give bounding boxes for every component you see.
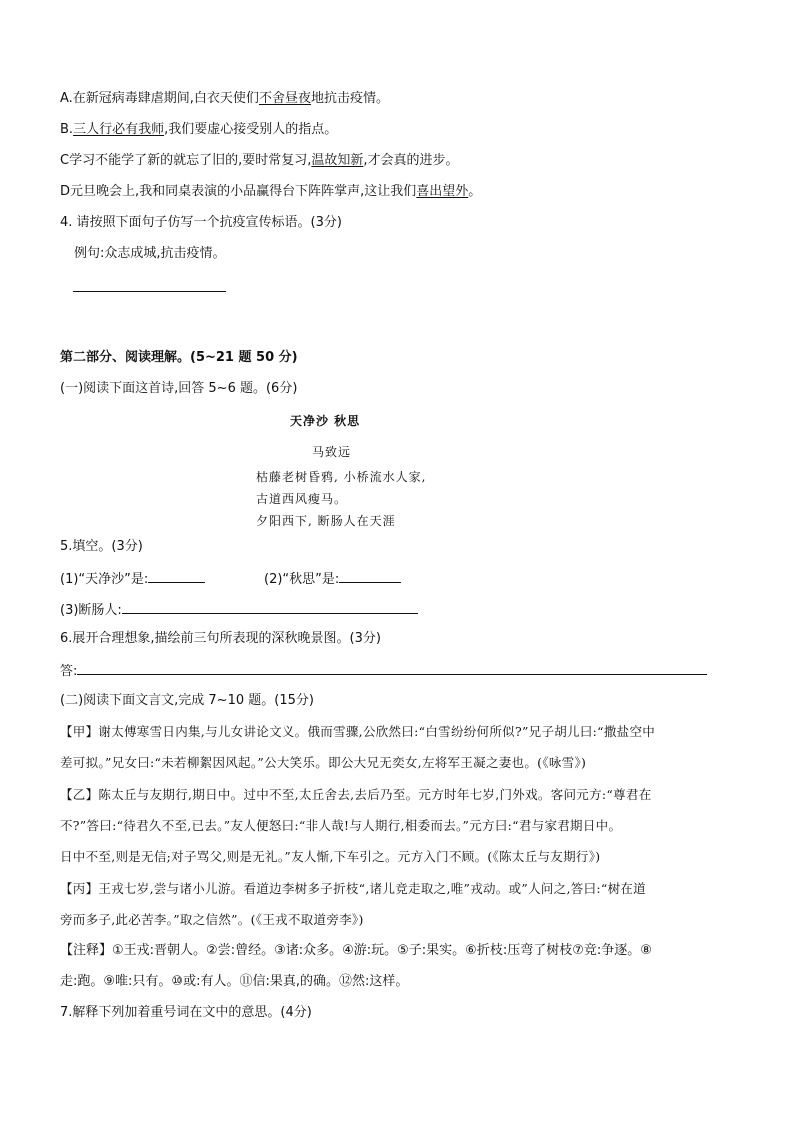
section1-title: (一)阅读下面这首诗,回答 5~6 题。(6分) — [60, 381, 298, 396]
question-5-item-1: (1)“天净沙”是: — [60, 569, 205, 589]
answer-blank — [73, 291, 226, 292]
section2-title: (二)阅读下面文言文,完成 7~10 题。(15分) — [60, 693, 314, 708]
classical-text-line: 日中不至,则是无信;对子骂父,则是无礼。”友人惭,下车引之。元方入门不顾。(《陈太丘与友期行》) — [60, 849, 601, 864]
underlined-idiom: 三人行必有我师 — [73, 122, 165, 137]
option-a: A.在新冠病毒肆虐期间,白衣天使们不舍昼夜地抗击疫情。 — [60, 91, 389, 106]
underlined-idiom: 温故知新 — [311, 153, 364, 168]
classical-text-line: 不?”答曰:“待君久不至,已去。”友人便怒曰:“非人哉!与人期行,相委而去。”元方曰:“君与家君期日中。 — [60, 818, 622, 833]
classical-text-line: 【丙】王戎七岁,尝与诸小儿游。看道边李树多子折枝“,诸儿竞走取之,唯”戎动。或”人问之,答曰:“树在道 — [60, 881, 646, 896]
question-6: 6.展开合理想象,描绘前三句所表现的深秋晚景图。(3分) — [60, 631, 381, 646]
question-4: 4. 请按照下面句子仿写一个抗疫宣传标语。(3分) — [60, 215, 342, 230]
answer-blank — [148, 569, 205, 583]
question-5: 5.填空。(3分) — [60, 539, 143, 554]
poem-title: 天净沙 秋思 — [290, 414, 361, 428]
answer-blank — [77, 661, 707, 675]
question-7: 7.解释下列加着重号词在文中的意思。(4分) — [60, 1005, 312, 1020]
classical-text-line: 旁而多子,此必苦李。”取之信然”。(《王戎不取道旁李》) — [60, 912, 364, 927]
option-b: B.三人行必有我师,我们要虚心接受别人的指点。 — [60, 122, 338, 137]
classical-text-line: 【甲】谢太傅寒雪日内集,与儿女讲论文义。俄而雪骤,公欣然曰:“白雪纷纷何所似?”兄子胡儿曰:“撒盐空中 — [60, 724, 656, 739]
question-4-example: 例句:众志成城,抗击疫情。 — [74, 246, 226, 261]
annotation-line: 【注释】①王戎:晋朝人。②尝:曾经。③诸:众多。④游:玩。⑤子:果实。⑥折枝:压弯了树枝⑦竞:争逐。⑧ — [60, 943, 652, 958]
poem-line: 夕阳西下, 断肠人在天涯 — [256, 514, 396, 528]
answer-blank — [339, 569, 401, 583]
option-c: C学习不能学了新的就忘了旧的,要时常复习,温故知新,才会真的进步。 — [60, 153, 459, 168]
poem-line: 枯藤老树昏鸦, 小桥流水人家, — [256, 470, 427, 484]
part2-title: 第二部分、阅读理解。(5~21 题 50 分) — [60, 350, 298, 365]
question-6-answer: 答: — [60, 661, 707, 681]
question-5-item-2: (2)“秋思”是: — [264, 569, 401, 589]
option-d: D元旦晚会上,我和同桌表演的小品赢得台下阵阵掌声,这让我们喜出望外。 — [60, 184, 482, 199]
classical-text-line: 差可拟。”兄女曰:“未若柳絮因风起。”公大笑乐。即公大兄无奕女,左将军王凝之妻也。(《咏雪》) — [60, 755, 587, 770]
classical-text-line: 【乙】陈太丘与友期行,期日中。过中不至,太丘舍去,去后乃至。元方时年七岁,门外戏。客问元方:“尊君在 — [60, 787, 652, 802]
underlined-idiom: 喜出望外 — [416, 184, 469, 199]
answer-blank — [122, 600, 418, 614]
poem-author: 马致远 — [312, 445, 352, 459]
underlined-idiom: 不舍昼夜 — [258, 91, 311, 106]
poem-line: 古道西风瘦马。 — [256, 492, 348, 506]
question-5-item-3: (3)断肠人: — [60, 600, 418, 620]
annotation-line: 走:跑。⑨唯:只有。⑩或:有人。⑪信:果真,的确。⑫然:这样。 — [60, 974, 409, 989]
